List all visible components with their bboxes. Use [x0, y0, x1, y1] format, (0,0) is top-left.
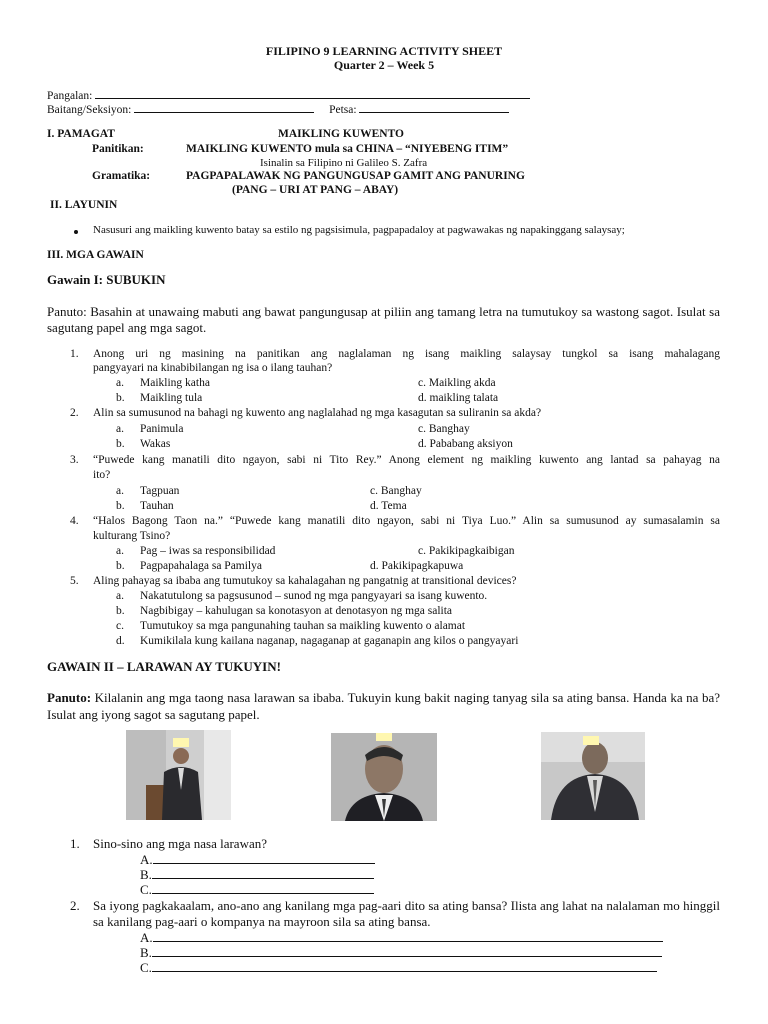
q2-line1: Alin sa sumusunod na bahagi ng kuwento ang naglalahad ng mga kasagutan sa suliranin sa akda?: [93, 407, 542, 419]
q2-choice-c[interactable]: c. Banghay: [418, 423, 470, 435]
baitang-row: [47, 101, 509, 116]
q3-number: 3.: [70, 454, 79, 466]
gawain1-panuto: Panuto: Basahin at unawaing mabuti ang bawat pangungusap at piliin ang tamang letra na tumutukoy sa wastong sagot. Isulat sa sagutang papel ang mga sagot.: [47, 304, 720, 335]
sheet-title: FILIPINO 9 LEARNING ACTIVITY SHEET: [265, 44, 503, 58]
q4-choice-a[interactable]: Pag – iwas sa responsibilidad: [140, 545, 276, 557]
pangalan-row: [47, 87, 530, 102]
q1-number: 1.: [70, 348, 79, 360]
person-photo-2: [331, 733, 437, 821]
answer-letter-c: C.: [140, 882, 152, 897]
g2-q2-answer-a[interactable]: [140, 930, 663, 946]
q2-b-letter: b.: [116, 438, 125, 450]
answer-letter-a: A.: [140, 930, 153, 945]
answer-line[interactable]: [152, 867, 374, 879]
g2-q1-answer-c[interactable]: [140, 882, 374, 898]
q5-line1: Aling pahayag sa ibaba ang tumutukoy sa kahalagahan ng pangatnig at transitional devices?: [93, 575, 517, 587]
q3-choice-a[interactable]: Tagpuan: [140, 485, 180, 497]
pamagat-heading: I. PAMAGAT: [47, 128, 115, 140]
q1-choice-b[interactable]: Maikling tula: [140, 392, 203, 404]
q1-line2: pangyayari na kinabibilangan ng isa o ilang tauhan?: [93, 362, 333, 374]
answer-letter-b: B.: [140, 945, 152, 960]
baitang-label: Baitang/Seksiyon:: [47, 104, 132, 116]
q3-choice-b[interactable]: Tauhan: [140, 500, 174, 512]
q3-line1: “Puwede kang manatili dito ngayon, sabi ni Tito Rey.” Anong element ng maikling kuwento ang lantad sa pahayag na: [93, 454, 720, 466]
q5-d-letter: d.: [116, 635, 125, 647]
q5-choice-c[interactable]: Tumutukoy sa mga pangunahing tauhan sa maikling kuwento o alamat: [140, 620, 466, 632]
q4-number: 4.: [70, 515, 79, 527]
q4-choice-b[interactable]: Pagpapahalaga sa Pamilya: [140, 560, 262, 572]
answer-line[interactable]: [152, 960, 657, 972]
q5-a-letter: a.: [116, 590, 124, 602]
g2-q1-answer-a[interactable]: [140, 852, 375, 868]
q3-line2: ito?: [93, 469, 111, 481]
q4-choice-d[interactable]: d. Pakikipagkapuwa: [370, 560, 464, 572]
panitikan-label: Panitikan:: [92, 143, 144, 155]
q2-choice-b[interactable]: Wakas: [140, 438, 171, 450]
panitikan-value: MAIKLING KUWENTO mula sa CHINA – “NIYEBENG ITIM”: [186, 143, 509, 155]
q3-choice-d[interactable]: d. Tema: [370, 500, 407, 512]
q2-a-letter: a.: [116, 423, 124, 435]
petsa-field[interactable]: [359, 101, 509, 113]
pangalan-label: Pangalan:: [47, 90, 93, 102]
q4-b-letter: b.: [116, 560, 125, 572]
pamagat-title: MAIKLING KUWENTO: [278, 128, 404, 140]
baitang-field[interactable]: [134, 101, 314, 113]
g2-q1-number: 1.: [70, 836, 80, 851]
answer-letter-b: B.: [140, 867, 152, 882]
q5-number: 5.: [70, 575, 79, 587]
gawain2-panuto-text: Kilalanin ang mga taong nasa larawan sa ibaba. Tukuyin kung bakit naging tanyag sila sa ating bansa. Handa ka na ba? Isulat ang iyong sagot sa sagutang papel.: [47, 690, 721, 722]
answer-letter-c: C.: [140, 960, 152, 975]
q2-number: 2.: [70, 407, 79, 419]
q3-choice-c[interactable]: c. Banghay: [370, 485, 422, 497]
q5-c-letter: c.: [116, 620, 124, 632]
gawain-heading: III. MGA GAWAIN: [47, 249, 144, 261]
q5-choice-d[interactable]: Kumikilala kung kailana naganap, nagaganap at gaganapin ang kilos o pangyayari: [140, 635, 519, 647]
q4-line2: kulturang Tsino?: [93, 530, 171, 542]
q1-a-letter: a.: [116, 377, 124, 389]
gawain2-panuto-label: Panuto:: [47, 690, 92, 705]
answer-letter-a: A.: [140, 852, 153, 867]
person-photo-3: [541, 732, 645, 820]
q5-choice-a[interactable]: Nakatutulong sa pagsusunod – sunod ng mga pangyayari sa isang kuwento.: [140, 590, 488, 602]
gramatika-value-1: PAGPAPALAWAK NG PANGUNGUSAP GAMIT ANG PANURING: [186, 170, 525, 182]
q1-choice-d[interactable]: d. maikling talata: [418, 392, 499, 404]
translator-credit: Isinalin sa Filipino ni Galileo S. Zafra: [260, 157, 428, 169]
gramatika-label: Gramatika:: [92, 170, 151, 182]
g2-q2-answer-c[interactable]: [140, 960, 657, 976]
q1-line1: Anong uri ng masining na panitikan ang naglalaman ng isang maikling salaysay tungkol sa isang mahalagang: [93, 348, 720, 360]
answer-line[interactable]: [152, 945, 662, 957]
sheet-subtitle: Quarter 2 – Week 5: [333, 58, 435, 72]
q5-choice-b[interactable]: Nagbibigay – kahulugan sa konotasyon at denotasyon ng mga salita: [140, 605, 453, 617]
g2-q1-answer-b[interactable]: [140, 867, 374, 883]
q2-choice-d[interactable]: d. Pababang aksiyon: [418, 438, 513, 450]
person-silhouette-3: [541, 732, 645, 820]
gramatika-value-2: (PANG – URI AT PANG – ABAY): [232, 184, 399, 196]
pangalan-field[interactable]: [95, 87, 530, 99]
layunin-heading: II. LAYUNIN: [50, 199, 118, 211]
q4-a-letter: a.: [116, 545, 124, 557]
layunin-item: Nasusuri ang maikling kuwento batay sa estilo ng pagsisimula, pagpapadaloy at pagwawakas ng napakinggang salaysay;: [93, 224, 625, 236]
g2-q2-text: Sa iyong pagkakaalam, ano-ano ang kanilang mga pag-aari dito sa ating bansa? Ilista ang lahat na nalalaman mo hinggil sa kanilang pag-aari o kompanya na mayroon sila sa ating bansa.: [93, 898, 720, 929]
q5-b-letter: b.: [116, 605, 125, 617]
gawain2-panuto: [47, 689, 720, 723]
q1-choice-c[interactable]: c. Maikling akda: [418, 377, 496, 389]
q4-line1: “Halos Bagong Taon na.” “Puwede kang manatili dito ngayon, sabi ni Tiya Luo.” Alin sa sumusunod ay sumasalamin sa: [93, 515, 720, 527]
person-silhouette-2: [331, 733, 437, 821]
g2-q2-answer-b[interactable]: [140, 945, 662, 961]
g2-q2-number: 2.: [70, 898, 80, 913]
petsa-label: Petsa:: [329, 104, 357, 116]
person-silhouette-1: [126, 730, 231, 820]
answer-line[interactable]: [153, 852, 375, 864]
q1-b-letter: b.: [116, 392, 125, 404]
q2-choice-a[interactable]: Panimula: [140, 423, 184, 435]
answer-line[interactable]: [153, 930, 663, 942]
bullet-icon: [74, 230, 78, 234]
q1-choice-a[interactable]: Maikling katha: [140, 377, 210, 389]
q3-a-letter: a.: [116, 485, 124, 497]
gawain1-title: Gawain I: SUBUKIN: [47, 272, 166, 287]
g2-q1-text: Sino-sino ang mga nasa larawan?: [93, 836, 268, 851]
q4-choice-c[interactable]: c. Pakikipagkaibigan: [418, 545, 515, 557]
person-photo-1: [126, 730, 231, 820]
answer-line[interactable]: [152, 882, 374, 894]
gawain2-title: GAWAIN II – LARAWAN AY TUKUYIN!: [47, 659, 281, 674]
q3-b-letter: b.: [116, 500, 125, 512]
